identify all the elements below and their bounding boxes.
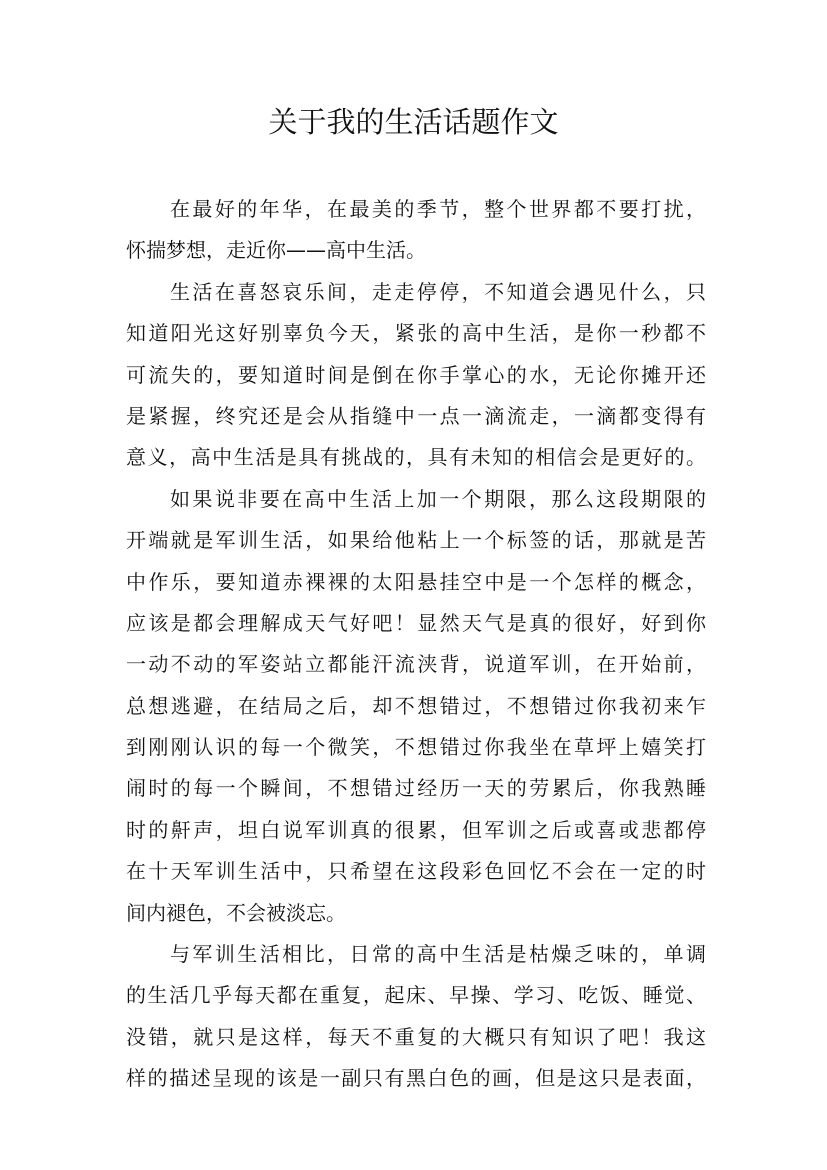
paragraph-line: 怀揣梦想，走近你——高中生活。 <box>126 238 426 263</box>
paragraph-line: 到刚刚认识的每一个微笑，不想错过你我坐在草坪上嬉笑打 <box>126 735 706 760</box>
paragraph-line: 在最好的年华，在最美的季节，整个世界都不要打扰， <box>170 197 706 221</box>
paragraph-line: 闹时的每一个瞬间，不想错过经历一天的劳累后，你我熟睡 <box>126 776 706 801</box>
paragraph-line: 可流失的，要知道时间是倒在你手掌心的水，无论你摊开还 <box>126 362 706 387</box>
paragraph-line: 应该是都会理解成天气好吧！显然天气是真的很好，好到你 <box>126 610 706 635</box>
paragraph-line: 没错，就只是这样，每天不重复的大概只有知识了吧！我这 <box>126 1024 706 1049</box>
paragraph-line: 间内褪色，不会被淡忘。 <box>126 900 346 925</box>
paragraph-line: 中作乐，要知道赤裸裸的太阳悬挂空中是一个怎样的概念， <box>126 569 706 594</box>
paragraph-line: 如果说非要在高中生活上加一个期限，那么这段期限的 <box>170 486 706 511</box>
paragraph-line: 样的描述呈现的该是一副只有黑白色的画，但是这只是表面， <box>126 1066 706 1091</box>
document-body <box>126 189 706 1100</box>
paragraph-line: 的生活几乎每天都在重复，起床、早操、学习、吃饭、睡觉、 <box>126 983 706 1008</box>
paragraph-line: 在十天军训生活中，只希望在这段彩色回忆不会在一定的时 <box>126 859 706 884</box>
paragraph-line: 知道阳光这好别辜负今天，紧张的高中生活，是你一秒都不 <box>126 321 706 346</box>
document-title: 关于我的生活话题作文 <box>268 105 559 139</box>
paragraph-line: 总想逃避，在结局之后，却不想错过，不想错过你我初来乍 <box>126 693 706 718</box>
paragraph-line: 与军训生活相比，日常的高中生活是枯燥乏味的，单调 <box>170 942 706 967</box>
paragraph-line: 时的鼾声，坦白说军训真的很累，但军训之后或喜或悲都停 <box>126 817 706 842</box>
paragraph-line: 开端就是军训生活，如果给他粘上一个标签的话，那就是苦 <box>126 528 706 553</box>
paragraph-line: 生活在喜怒哀乐间，走走停停，不知道会遇见什么，只 <box>170 279 706 304</box>
paragraph-line: 一动不动的军姿站立都能汗流浃背，说道军训，在开始前， <box>126 652 706 677</box>
paragraph-line: 意义，高中生活是具有挑战的，具有未知的相信会是更好的。 <box>126 445 706 470</box>
paragraph-line: 是紧握，终究还是会从指缝中一点一滴流走，一滴都变得有 <box>126 403 706 428</box>
